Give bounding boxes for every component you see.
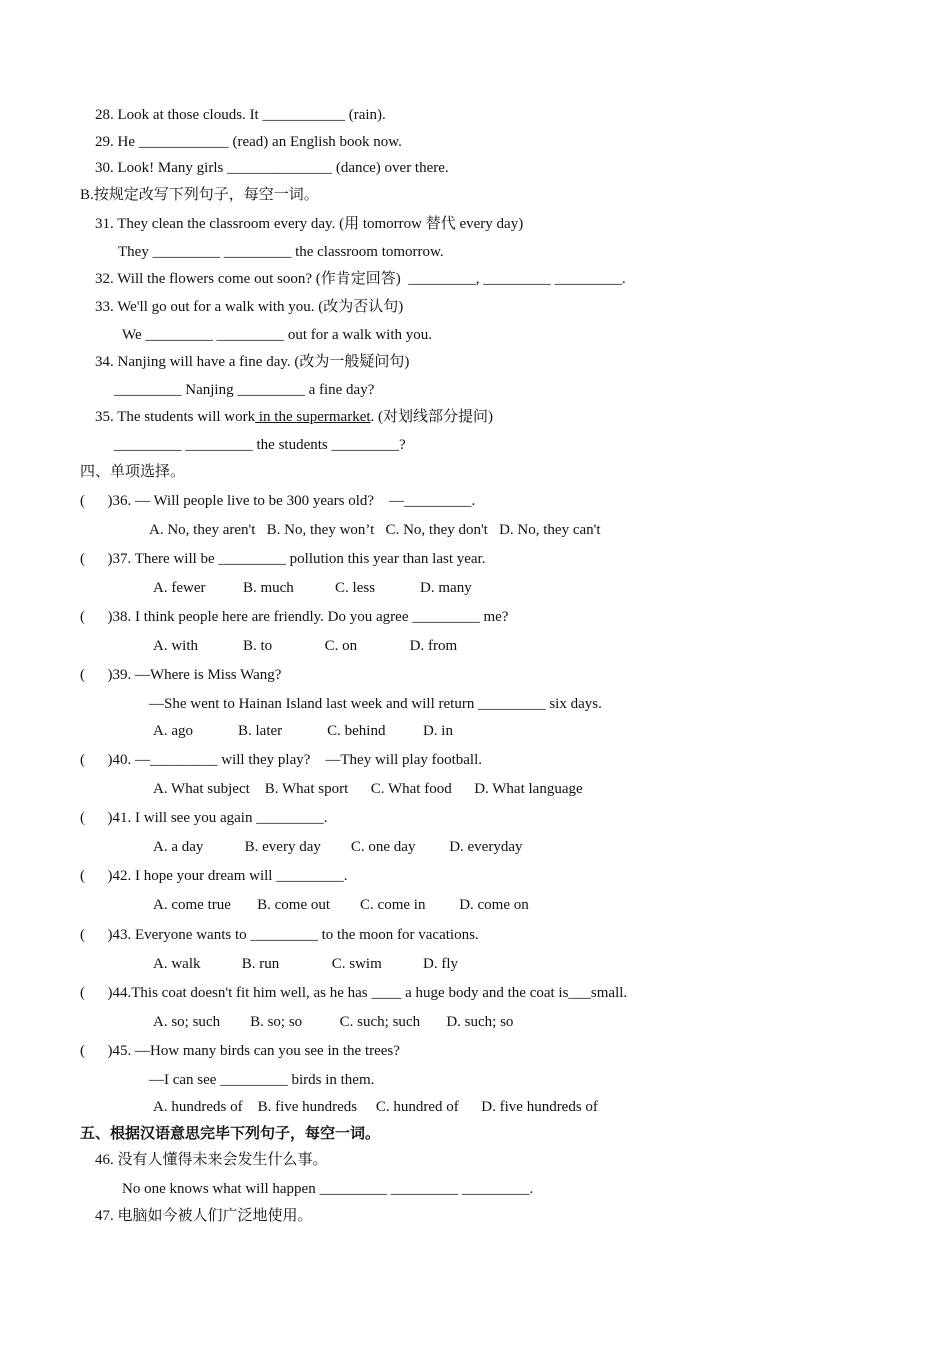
section-5-title: 五、根据汉语意思完毕下列句子，每空一词。 — [80, 1126, 381, 1142]
question-39: ( )39. —Where is Miss Wang? — [80, 667, 282, 683]
options-40: A. What subject B. What sport C. What food D. What language — [153, 781, 583, 797]
options-43: A. walk B. run C. swim D. fly — [153, 956, 458, 972]
question-34: 34. Nanjing will have a fine day. (改为一般疑问句) — [95, 354, 410, 370]
question-38: ( )38. I think people here are friendly. Do you agree _________ me? — [80, 609, 509, 625]
section-b-title: B.按规定改写下列句子，每空一词。 — [80, 187, 319, 203]
question-36: ( )36. — Will people live to be 300 years old? —_________. — [80, 493, 476, 509]
answer-33: We _________ _________ out for a walk with you. — [122, 327, 433, 343]
question-33: 33. We'll go out for a walk with you. (改为否认句) — [95, 299, 404, 315]
answer-31: They _________ _________ the classroom tomorrow. — [118, 244, 444, 260]
options-44: A. so; such B. so; so C. such; such D. such; so — [153, 1014, 514, 1030]
question-29: 29. He ____________ (read) an English book now. — [95, 134, 402, 150]
question-46: 46. 没有人懂得未来会发生什么事。 — [95, 1152, 328, 1168]
question-41: ( )41. I will see you again _________. — [80, 810, 328, 826]
question-37: ( )37. There will be _________ pollution this year than last year. — [80, 551, 486, 567]
question-31: 31. They clean the classroom every day. (用 tomorrow 替代 every day) — [95, 216, 524, 232]
question-35-instruction: . (对划线部分提问) — [370, 409, 494, 425]
options-45: A. hundreds of B. five hundreds C. hundred of D. five hundreds of — [153, 1099, 598, 1115]
question-42: ( )42. I hope your dream will _________. — [80, 868, 348, 884]
question-30: 30. Look! Many girls ______________ (dance) over there. — [95, 160, 449, 176]
question-28: 28. Look at those clouds. It ___________ (rain). — [95, 107, 386, 123]
question-44: ( )44.This coat doesn't fit him well, as he has ____ a huge body and the coat is___small. — [80, 985, 628, 1001]
section-4-title: 四、单项选择。 — [80, 464, 186, 480]
options-37: A. fewer B. much C. less D. many — [153, 580, 472, 596]
question-35 — [95, 408, 493, 426]
answer-34: _________ Nanjing _________ a fine day? — [114, 382, 375, 398]
question-39-line-2: —She went to Hainan Island last week and will return _________ six days. — [149, 696, 602, 712]
question-40: ( )40. —_________ will they play? —They will play football. — [80, 752, 483, 768]
question-43: ( )43. Everyone wants to _________ to the moon for vacations. — [80, 927, 479, 943]
underlined-phrase: in the supermarket — [255, 409, 371, 425]
options-38: A. with B. to C. on D. from — [153, 638, 458, 654]
question-45-line-2: —I can see _________ birds in them. — [149, 1072, 375, 1088]
question-47: 47. 电脑如今被人们广泛地使用。 — [95, 1208, 313, 1224]
options-42: A. come true B. come out C. come in D. come on — [153, 897, 529, 913]
options-39: A. ago B. later C. behind D. in — [153, 723, 453, 739]
options-41: A. a day B. every day C. one day D. everyday — [153, 839, 523, 855]
answer-35: _________ _________ the students _________? — [114, 437, 406, 453]
question-32: 32. Will the flowers come out soon? (作肯定回答) _________, _________ _________. — [95, 271, 626, 287]
question-45: ( )45. —How many birds can you see in the trees? — [80, 1043, 400, 1059]
question-35-text: 35. The students will work — [95, 409, 256, 425]
answer-46: No one knows what will happen _________ _________ _________. — [122, 1181, 534, 1197]
options-36: A. No, they aren't B. No, they won’t C. No, they don't D. No, they can't — [149, 522, 601, 538]
